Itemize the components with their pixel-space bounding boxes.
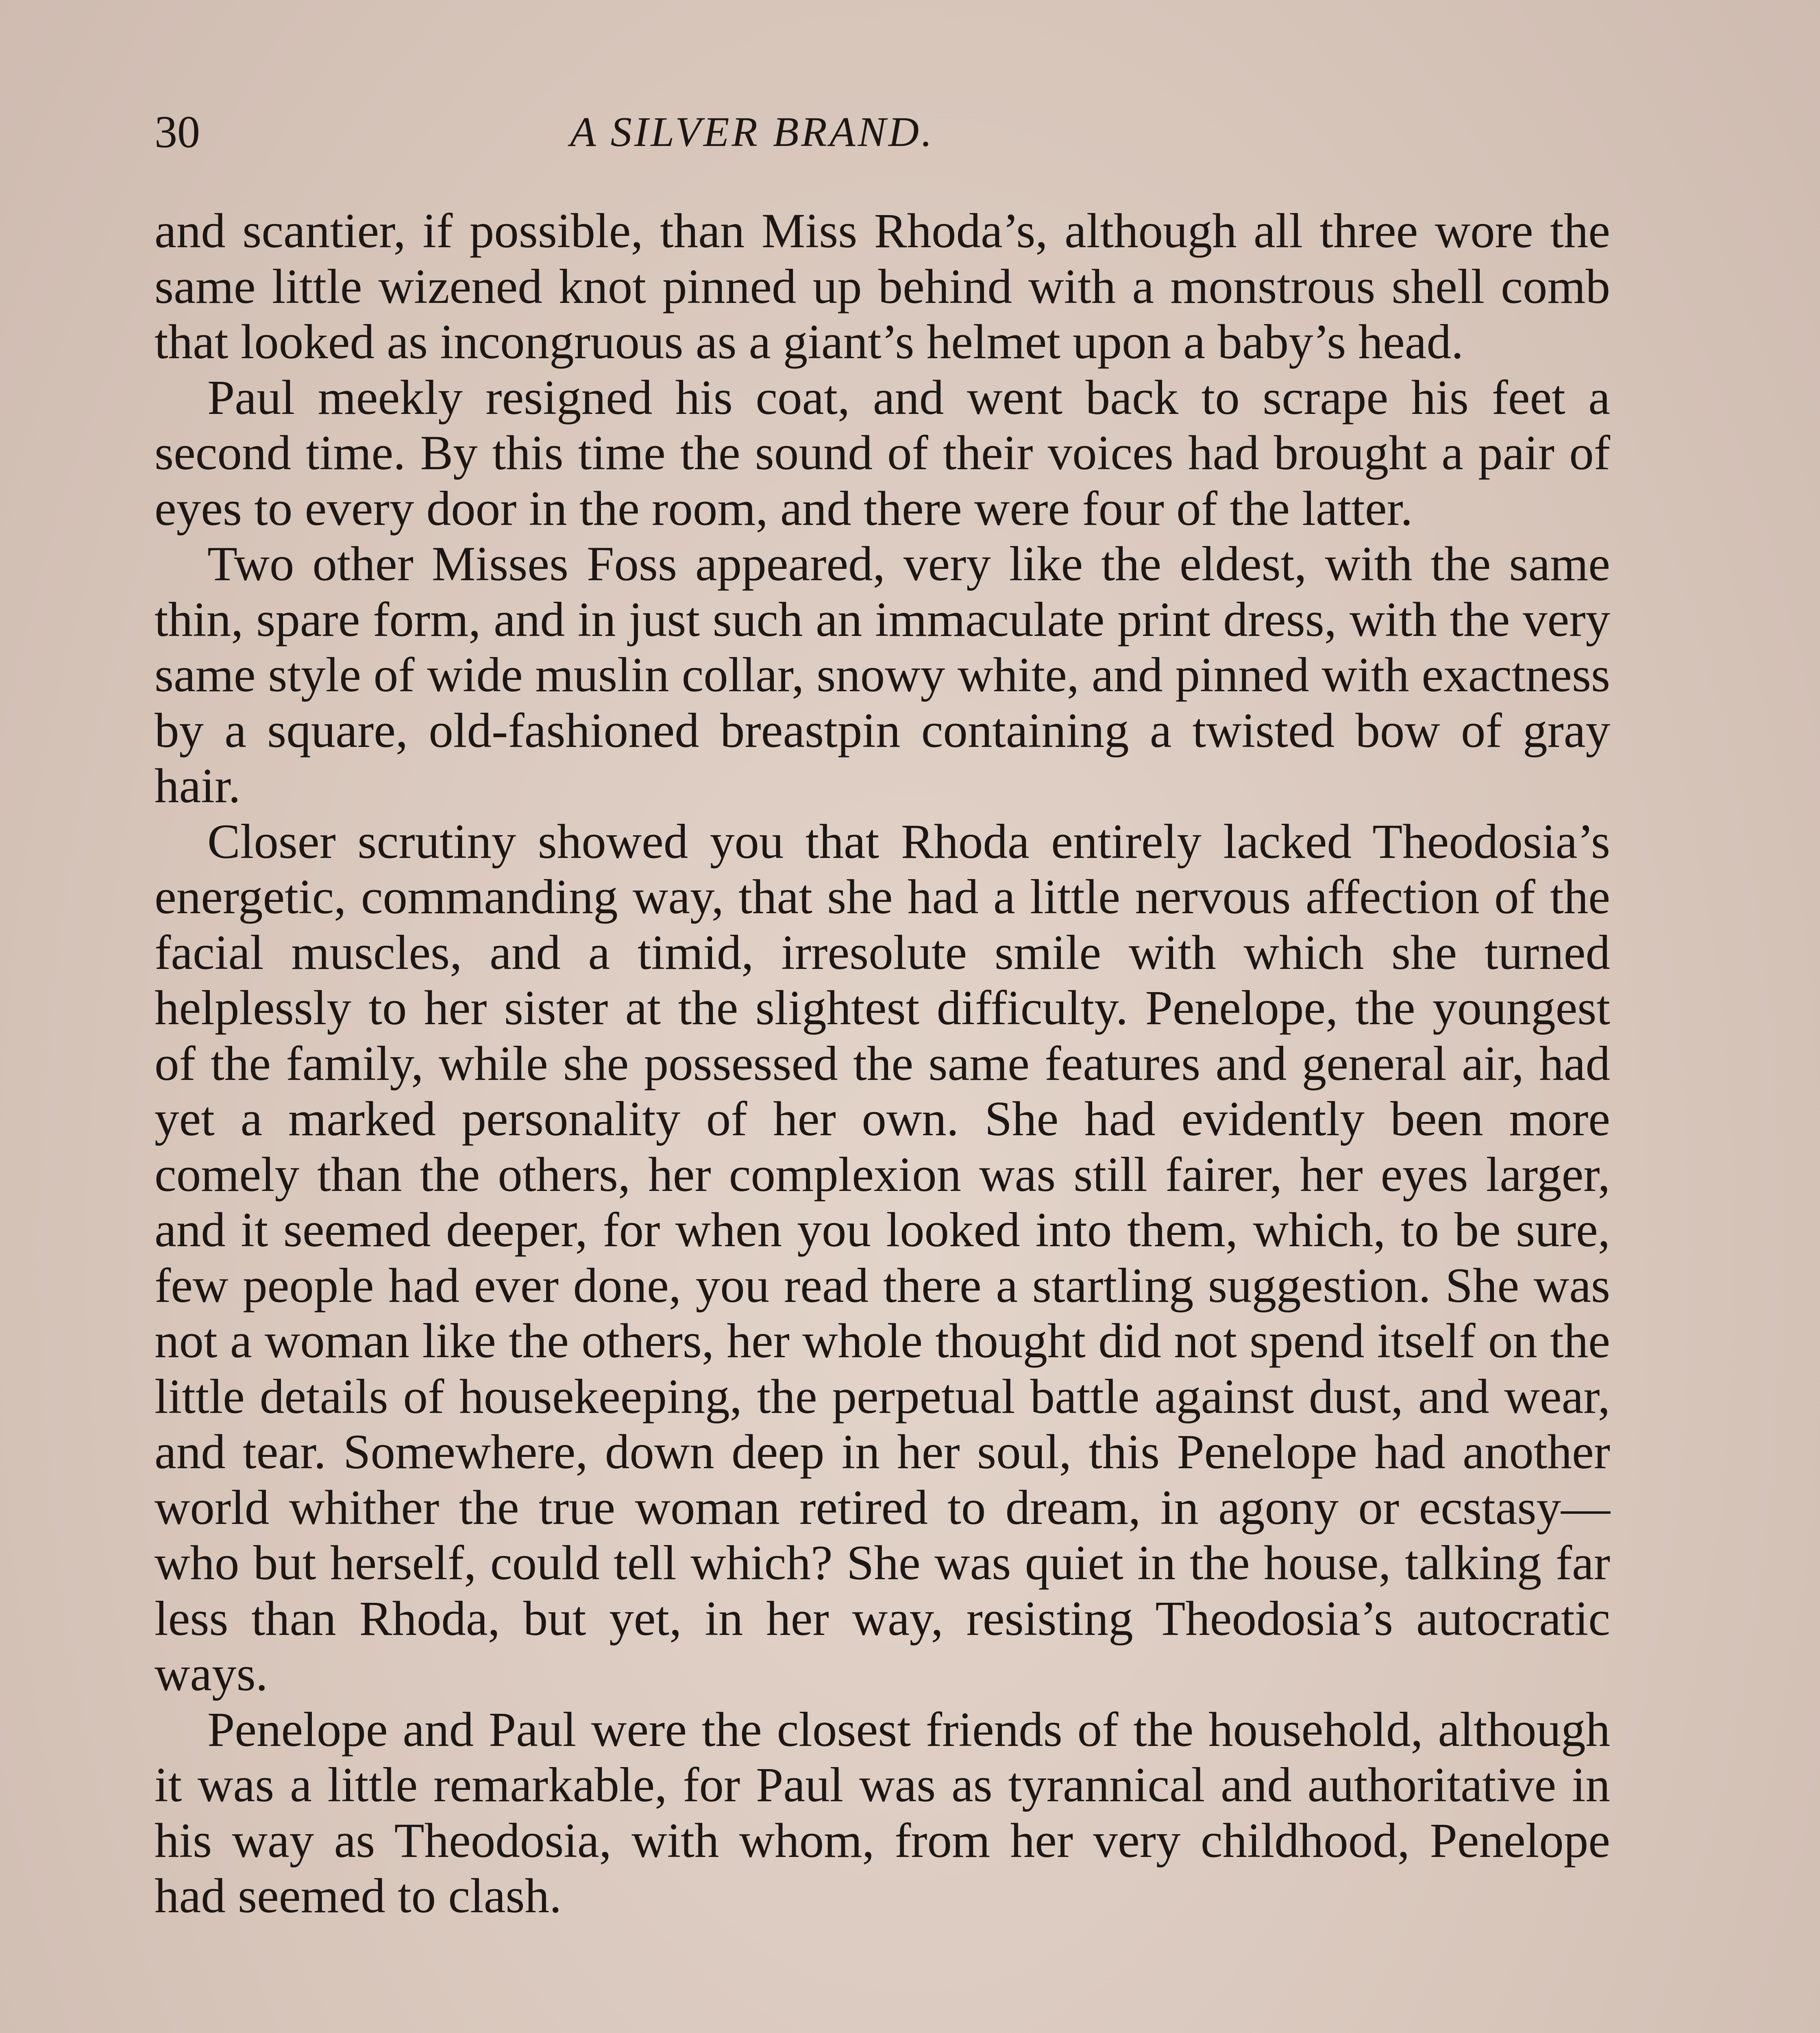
- page-header: [155, 104, 1610, 161]
- paragraph: Penelope and Paul were the closest friends of the household, although it was a little remarkable, for Paul was as tyrannical and authoritative in his way as Theodosia, with whom, from her very childhood, Penelope had seemed to clash.: [155, 1702, 1610, 1923]
- body-text: [155, 203, 1610, 1924]
- running-title: A SILVER BRAND.: [570, 109, 934, 155]
- paragraph: Two other Misses Foss appeared, very like the eldest, with the same thin, spare form, and in just such an immaculate print dress, with the very same style of wide muslin collar, snowy white, and pinned with exactness by a square, old-fashioned breastpin containing a twisted bow of gray hair.: [155, 537, 1610, 813]
- paragraph: and scantier, if possible, than Miss Rhoda’s, although all three wore the same little wizened knot pinned up behind with a monstrous shell comb that looked as incongruous as a giant’s helmet upon a baby’s head.: [155, 204, 1610, 369]
- page-number: 30: [155, 107, 200, 157]
- paragraph: Closer scrutiny showed you that Rhoda entirely lacked Theodosia’s energetic, commanding way, that she had a little nervous affection of the facial muscles, and a timid, irresolute smile with which she turned helplessly to her sister at the slightest difficulty. Penelope, the youngest of the family, while she possessed the same features and general air, had yet a marked personality of her own. She had evidently been more comely than the others, her complexion was still fairer, her eyes larger, and it seemed deeper, for when you looked into them, which, to be sure, few people had ever done, you read there a startling suggestion. She was not a woman like the others, her whole thought did not spend itself on the little details of housekeeping, the perpetual battle against dust, and wear, and tear. Somewhere, down deep in her soul, this Penelope had another world whither the true woman retired to dream, in agony or ecstasy—who but herself, could tell which? She was quiet in the house, talking far less than Rhoda, but yet, in her way, resisting Theodosia’s autocratic ways.: [155, 814, 1610, 1701]
- paragraph: Paul meekly resigned his coat, and went back to scrape his feet a second time. By this time the sound of their voices had brought a pair of eyes to every door in the room, and there were four of the latter.: [155, 370, 1610, 536]
